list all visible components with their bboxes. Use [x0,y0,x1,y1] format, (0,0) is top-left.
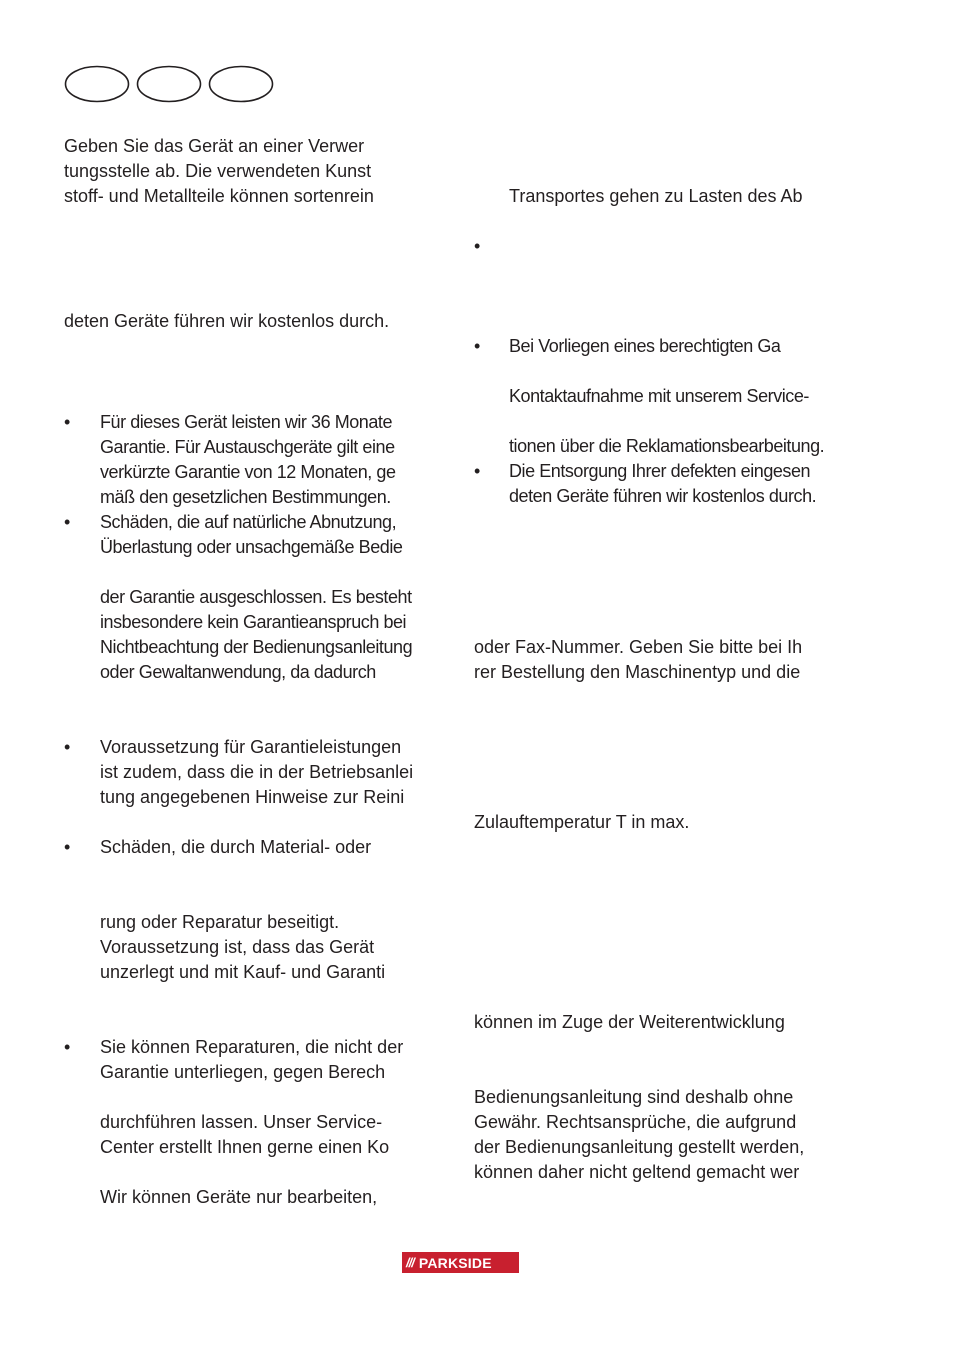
oval-placeholder-2 [138,67,201,102]
text-line: können im Zuge der Weiterentwicklung [474,1012,785,1032]
text-line: Sie können Reparaturen, die nicht der [100,1037,404,1057]
text-line: können daher nicht geltend gemacht wer [474,1162,800,1182]
text-line: insbesondere kein Garantieanspruch bei [100,612,407,632]
text-line: oder Fax-Nummer. Geben Sie bitte bei Ih [474,637,803,657]
parkside-logo [402,1252,519,1273]
header-ovals [64,65,276,103]
logo-text: PARKSIDE [418,1254,492,1271]
text-line: Bei Vorliegen eines berechtigten Ga [509,336,781,356]
text-line: rung oder Reparatur beseitigt. [100,912,340,932]
text-line: tung angegebenen Hinweise zur Reini [100,787,405,807]
logo-slashes: /// [406,1255,414,1270]
text-line: deten Geräte führen wir kostenlos durch. [64,311,390,331]
text-line: verkürzte Garantie von 12 Monaten, ge [100,462,396,482]
text-line: Die Entsorgung Ihrer defekten eingesen [509,461,811,481]
text-line: Kontaktaufnahme mit unserem Service- [509,386,809,406]
text-line: rer Bestellung den Maschinentyp und die [474,662,801,682]
bullet-marker: • [474,461,481,481]
text-line: Zulauftemperatur T in max. [474,812,690,832]
text-line: stoff- und Metallteile können sortenrein [64,186,374,206]
oval-placeholder-1 [66,67,129,102]
bullet-marker: • [64,412,71,432]
text-line: mäß den gesetzlichen Bestimmungen. [100,487,391,507]
text-line: deten Geräte führen wir kostenlos durch. [509,486,817,506]
text-line: der Bedienungsanleitung gestellt werden, [474,1137,805,1157]
text-line: Geben Sie das Gerät an einer Verwer [64,136,365,156]
bullet-marker: • [474,336,481,356]
text-line: Voraussetzung ist, dass das Gerät [100,937,375,957]
text-line: ist zudem, dass die in der Betriebsanlei [100,762,414,782]
bullet-marker: • [64,837,71,857]
text-line: durchführen lassen. Unser Service- [100,1112,383,1132]
text-line: Wir können Geräte nur bearbeiten, [100,1187,378,1207]
text-line: tionen über die Reklamationsbearbeitung. [509,436,825,456]
oval-placeholder-3 [210,67,273,102]
text-line: Überlastung oder unsachgemäße Bedie [100,537,403,557]
bullet-marker: • [474,236,481,256]
text-line: Transportes gehen zu Lasten des Ab [509,186,803,206]
text-line: Nichtbeachtung der Bedienungsanleitung [100,637,413,657]
text-line: oder Gewaltanwendung, da dadurch [100,662,376,682]
text-line: der Garantie ausgeschlossen. Es besteht [100,587,412,607]
bullet-marker: • [64,512,71,532]
text-line: Für dieses Gerät leisten wir 36 Monate [100,412,393,432]
bullet-marker: • [64,737,71,757]
text-line: Voraussetzung für Garantieleistungen [100,737,402,757]
text-line: Center erstellt Ihnen gerne einen Ko [100,1137,390,1157]
text-line: Garantie. Für Austauschgeräte gilt eine [100,437,395,457]
text-line: Schäden, die durch Material- oder [100,837,372,857]
text-line: Schäden, die auf natürliche Abnutzung, [100,512,397,532]
bullet-marker: • [64,1037,71,1057]
text-line: unzerlegt und mit Kauf- und Garanti [100,962,386,982]
text-line: Gewähr. Rechtsansprüche, die aufgrund [474,1112,797,1132]
text-line: Garantie unterliegen, gegen Berech [100,1062,386,1082]
text-line: tungsstelle ab. Die verwendeten Kunst [64,161,372,181]
text-line: Bedienungsanleitung sind deshalb ohne [474,1087,794,1107]
